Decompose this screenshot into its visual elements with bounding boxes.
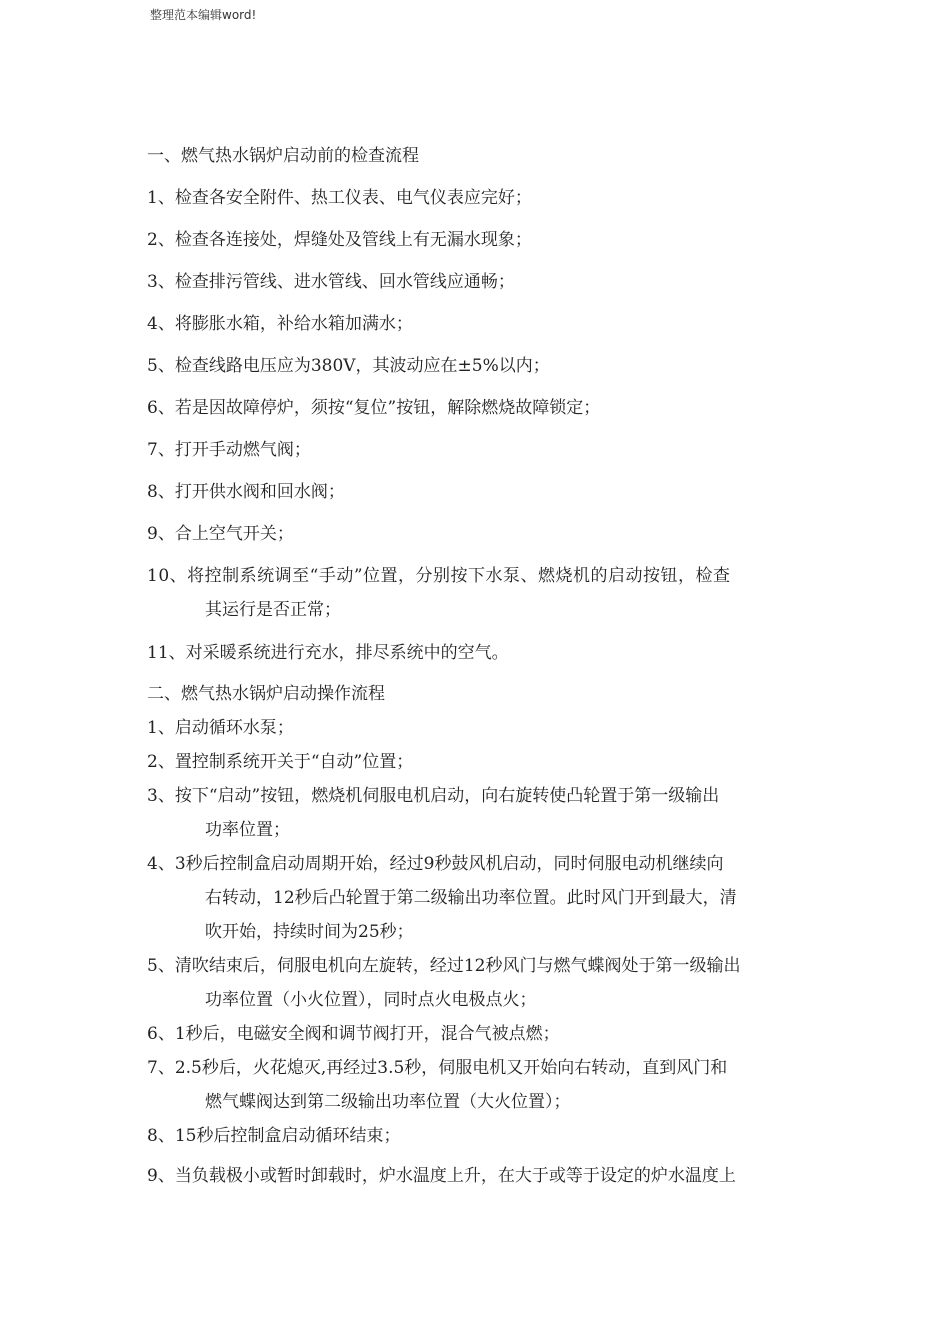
s1-item-6: 6、若是因故障停炉，须按“复位”按钮，解除燃烧故障锁定； (147, 398, 601, 418)
s1-item-4: 4、将膨胀水箱，补给水箱加满水； (147, 314, 413, 334)
section-2-title: 二、燃气热水锅炉启动操作流程 (147, 684, 385, 704)
s2-item-4-line-3: 吹开始，持续时间为25秒； (205, 922, 414, 942)
s2-item-3-line-1: 3、按下“启动”按钮，燃烧机伺服电机启动，向右旋转使凸轮置于第一级输出 (147, 786, 720, 806)
s2-item-2: 2、置控制系统开关于“自动”位置； (147, 752, 414, 772)
s1-item-10-line-1: 10、将控制系统调至“手动”位置，分别按下水泵、燃烧机的启动按钮，检查 (147, 566, 731, 586)
s1-item-3: 3、检查排污管线、进水管线、回水管线应通畅； (147, 272, 515, 292)
s1-item-7: 7、打开手动燃气阀； (147, 440, 311, 460)
s1-item-10-line-2: 其运行是否正常； (205, 600, 341, 620)
s2-item-7-line-1: 7、2.5秒后，火花熄灭,再经过3.5秒，伺服电机又开始向右转动，直到风门和 (147, 1058, 728, 1078)
s2-item-5-line-1: 5、清吹结束后，伺服电机向左旋转，经过12秒风门与燃气蝶阀处于第一级输出 (147, 956, 741, 976)
page-header: 整理范本编辑word! (150, 8, 257, 22)
s1-item-5: 5、检查线路电压应为380V，其波动应在±5%以内； (147, 356, 550, 376)
s2-item-6: 6、1秒后，电磁安全阀和调节阀打开，混合气被点燃； (147, 1024, 560, 1044)
s2-item-7-line-2: 燃气蝶阀达到第二级输出功率位置（大火位置）； (205, 1092, 571, 1112)
s2-item-9: 9、当负载极小或暂时卸载时，炉水温度上升，在大于或等于设定的炉水温度上 (147, 1166, 736, 1186)
s2-item-8: 8、15秒后控制盒启动循环结束； (147, 1126, 401, 1146)
s2-item-3-line-2: 功率位置； (205, 820, 290, 840)
s2-item-1: 1、启动循环水泵； (147, 718, 294, 738)
s1-item-2: 2、检查各连接处，焊缝处及管线上有无漏水现象； (147, 230, 532, 250)
s2-item-4-line-1: 4、3秒后控制盒启动周期开始，经过9秒鼓风机启动，同时伺服电动机继续向 (147, 854, 724, 874)
s2-item-5-line-2: 功率位置（小火位置），同时点火电极点火； (205, 990, 537, 1010)
section-1-title: 一、燃气热水锅炉启动前的检查流程 (147, 146, 419, 166)
s1-item-1: 1、检查各安全附件、热工仪表、电气仪表应完好； (147, 188, 532, 208)
s1-item-11: 11、对采暖系统进行充水，排尽系统中的空气。 (147, 643, 509, 663)
s1-item-8: 8、打开供水阀和回水阀； (147, 482, 345, 502)
s2-item-4-line-2: 右转动，12秒后凸轮置于第二级输出功率位置。此时风门开到最大，清 (205, 888, 737, 908)
s1-item-9: 9、合上空气开关； (147, 524, 294, 544)
